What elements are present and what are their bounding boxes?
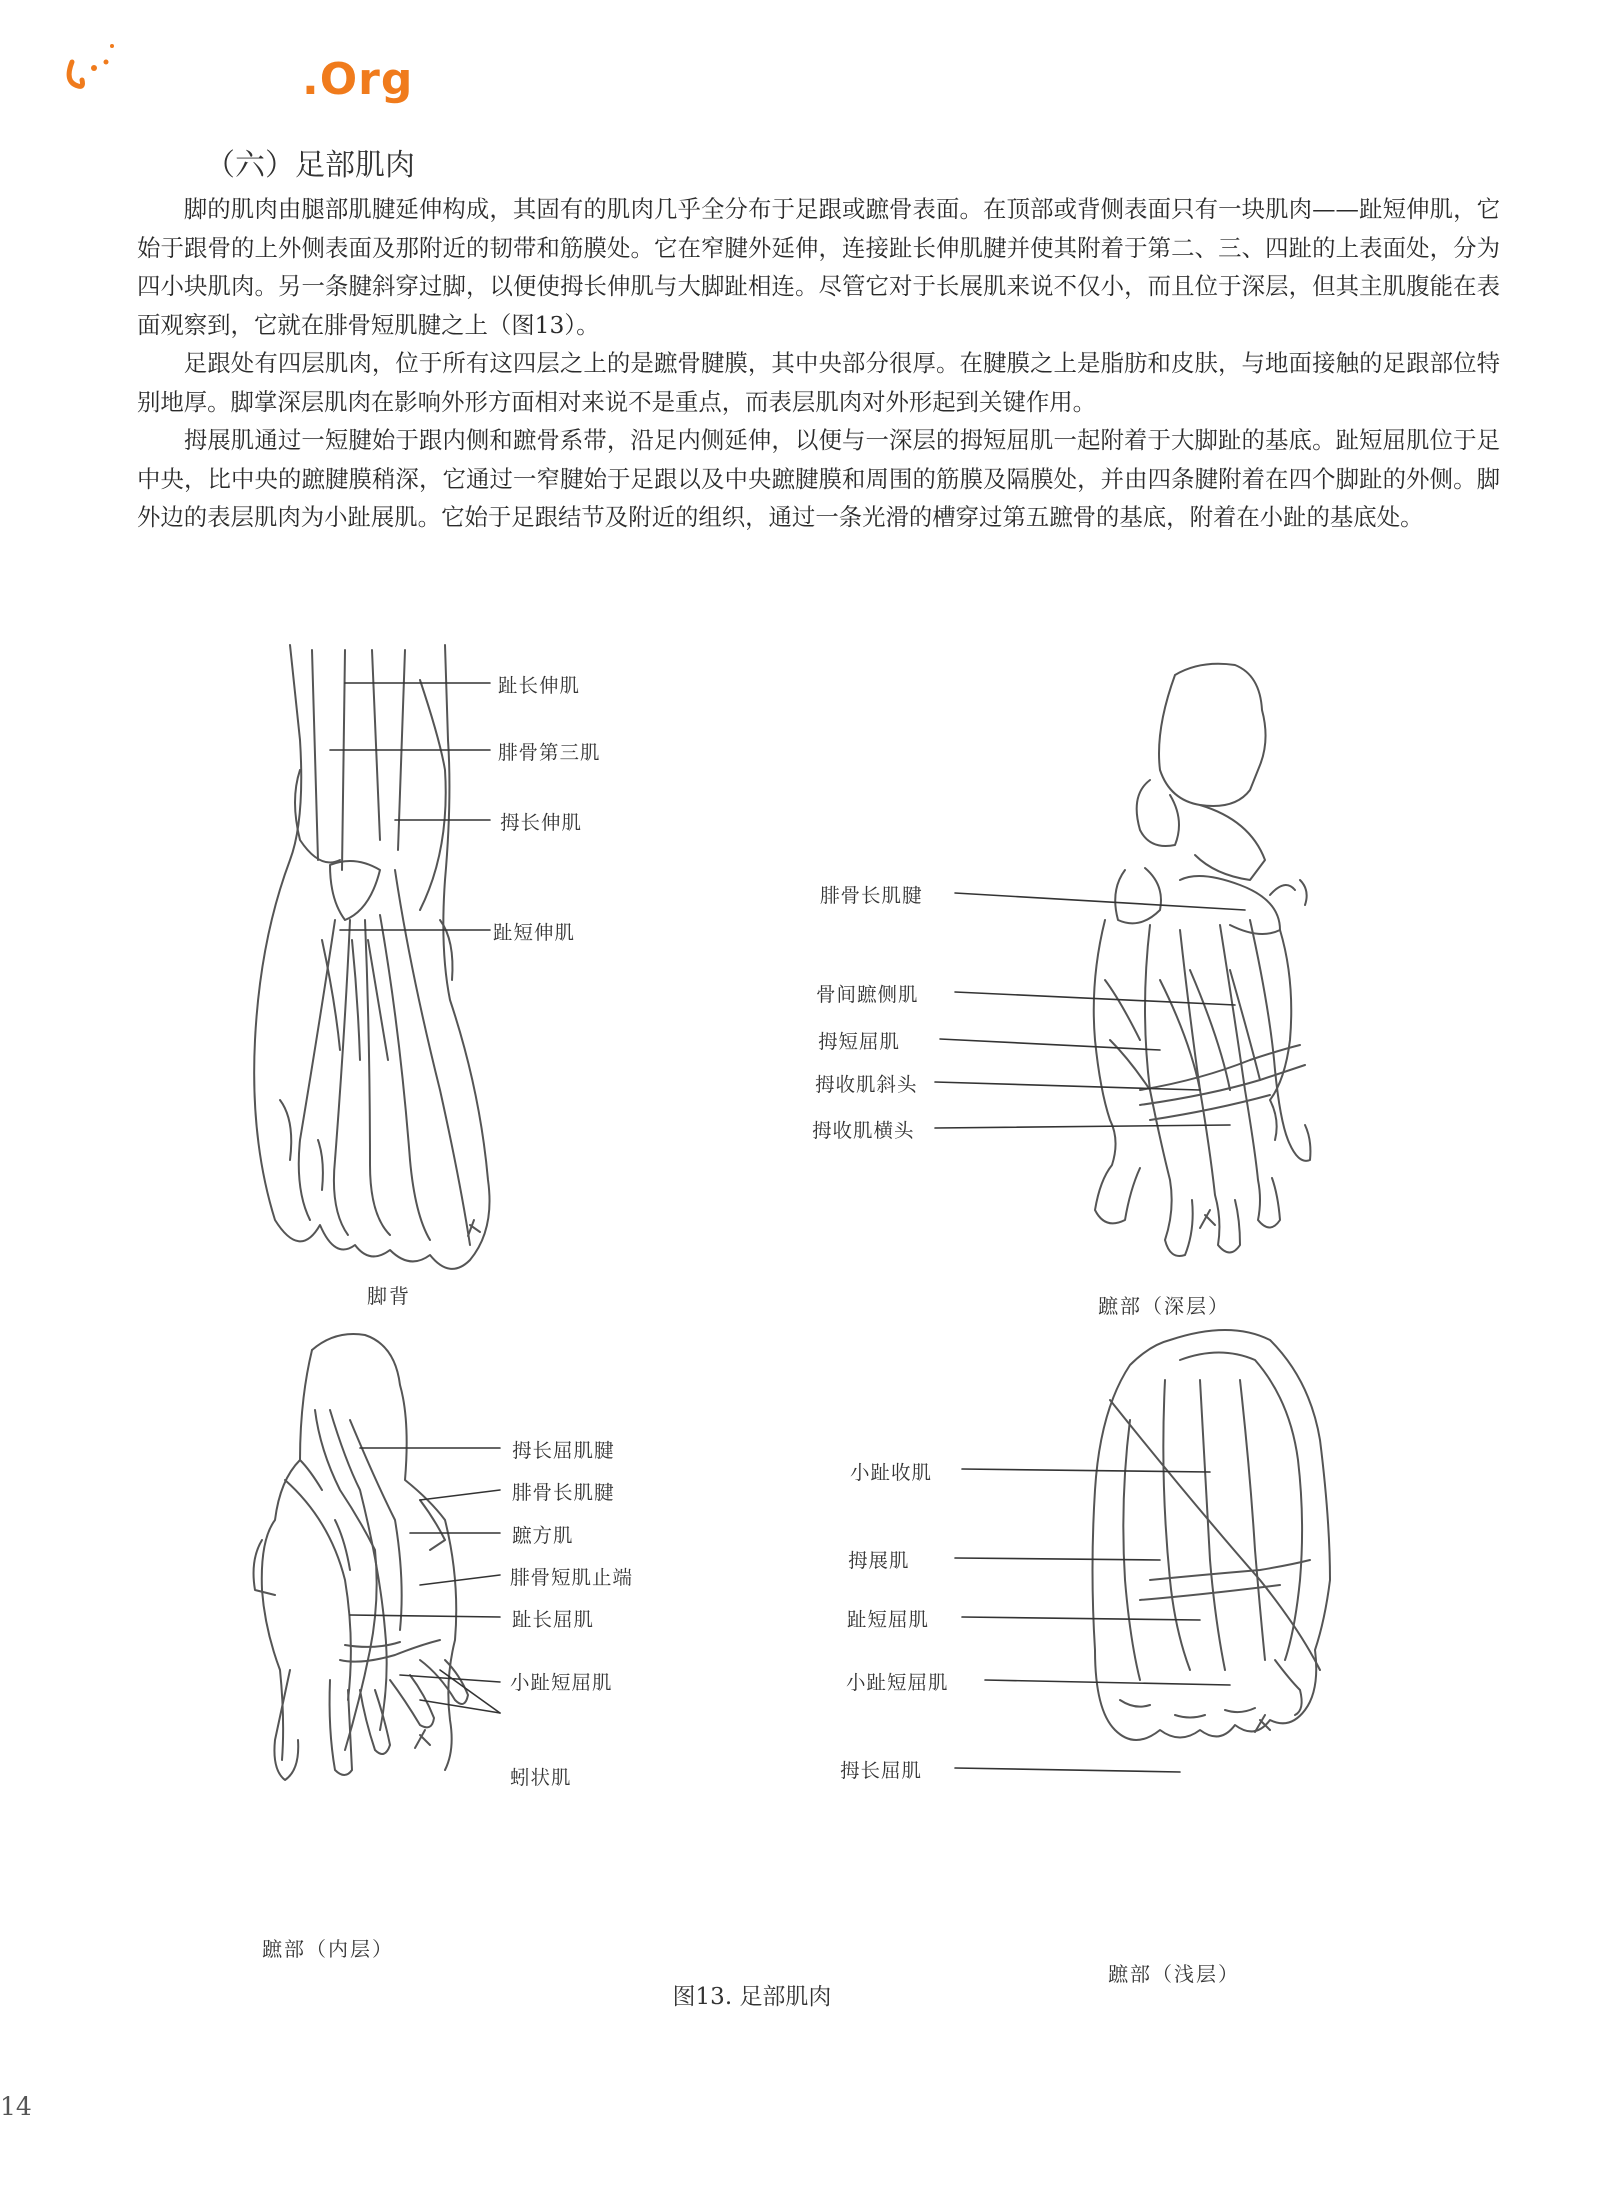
body-text [137, 190, 1500, 537]
plantar-inner-illustration [254, 1334, 468, 1780]
paragraph: 足跟处有四层肌肉，位于所有这四层之上的是蹠骨腱膜，其中央部分很厚。在腱膜之上是脂肪和皮肤，与地面接触的足跟部位特别地厚。脚掌深层肌肉在影响外形方面相对来说不是重点，而表层肌肉对外形起到关键作用。 [137, 349, 1500, 416]
figure-caption-text: 图13. 足部肌肉 [672, 1984, 832, 2010]
label-flexor-digitorum-longus: 趾长屈肌 [512, 1608, 595, 1631]
plantar-deep-illustration [1094, 664, 1311, 1256]
label-peroneus-brevis-insertion: 腓骨短肌止端 [510, 1566, 634, 1589]
label-extensor-digitorum-brevis: 趾短伸肌 [493, 921, 576, 944]
caption-plantar-inner: 蹠部（内层） [262, 1937, 394, 1961]
page-number: 14 [0, 2092, 32, 2121]
figure-caption [0, 1978, 1600, 2011]
label-flexor-hallucis-brevis: 拇短屈肌 [818, 1030, 901, 1053]
dorsal-foot-illustration [254, 645, 489, 1269]
label-plantar-interossei: 骨间蹠侧肌 [816, 983, 919, 1006]
label-flexor-digiti-minimi-brevis: 小趾短屈肌 [510, 1671, 613, 1694]
label-extensor-digitorum-longus: 趾长伸肌 [498, 674, 581, 697]
caption-dorsal: 脚背 [367, 1284, 411, 1308]
paragraph: 拇展肌通过一短腱始于跟内侧和蹠骨系带，沿足内侧延伸，以便与一深层的拇短屈肌一起附着于大脚趾的基底。趾短屈肌位于足中央，比中央的蹠腱膜稍深，它通过一窄腱始于足跟以及中央蹠腱膜和周围的筋膜及隔膜处，并由四条腱附着在四个脚趾的外侧。脚外边的表层肌肉为小趾展肌。它始于足跟结节及附近的组织，通过一条光滑的槽穿过第五蹠骨的基底，附着在小趾的基底处。 [137, 426, 1500, 531]
paragraph: 脚的肌肉由腿部肌腱延伸构成，其固有的肌肉几乎全分布于足跟或蹠骨表面。在顶部或背侧表面只有一块肌肉——趾短伸肌，它始于跟骨的上外侧表面及那附近的韧带和筋膜处。它在窄腱外延伸，连接趾长伸肌腱并使其附着于第二、三、四趾的上表面处，分为四小块肌肉。另一条腱斜穿过脚，以便使拇长伸肌与大脚趾相连。尽管它对于长展肌来说不仅小，而且位于深层，但其主肌腹能在表面观察到，它就在腓骨短肌腱之上（图13）。 [137, 195, 1500, 339]
label-flexor-digiti-minimi-brevis-superficial: 小趾短屈肌 [846, 1671, 949, 1694]
caption-plantar-deep: 蹠部（深层） [1098, 1294, 1230, 1318]
label-peroneus-longus-tendon: 腓骨长肌腱 [820, 884, 923, 907]
label-quadratus-plantae: 蹠方肌 [512, 1524, 574, 1547]
label-flexor-hallucis-longus-tendon: 拇长屈肌腱 [512, 1439, 615, 1462]
label-adductor-hallucis-transverse: 拇收肌横头 [812, 1119, 915, 1142]
label-flexor-digitorum-brevis: 趾短屈肌 [847, 1608, 930, 1631]
label-flexor-hallucis-longus: 拇长屈肌 [840, 1759, 923, 1782]
caption-plantar-superficial: 蹠部（浅层） [1108, 1962, 1240, 1986]
label-peroneus-longus-tendon-inner: 腓骨长肌腱 [512, 1481, 615, 1504]
foot-muscle-figure [0, 620, 1600, 2040]
swirl-logo-icon [62, 42, 122, 102]
site-logo [62, 42, 414, 112]
plantar-superficial-illustration [1093, 1330, 1331, 1740]
label-abductor-digiti-minimi: 小趾收肌 [850, 1461, 933, 1484]
label-lumbricals: 蚓状肌 [510, 1766, 572, 1789]
logo-text: .Org [302, 54, 414, 105]
label-abductor-hallucis: 拇展肌 [848, 1549, 910, 1572]
label-extensor-hallucis-longus: 拇长伸肌 [500, 811, 583, 834]
label-peroneus-tertius: 腓骨第三肌 [498, 741, 601, 764]
label-adductor-hallucis-oblique: 拇收肌斜头 [815, 1073, 918, 1096]
section-title: （六）足部肌肉 [205, 148, 415, 183]
